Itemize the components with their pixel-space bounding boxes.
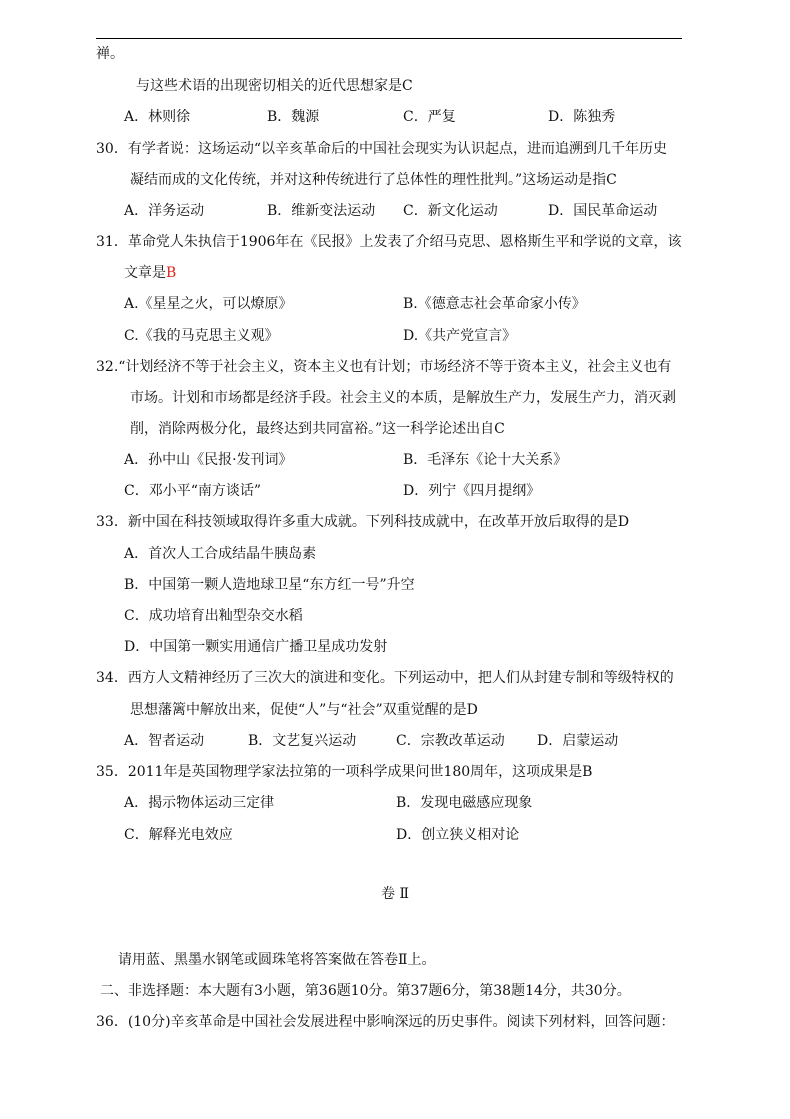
q34-stem-line1: 34．西方人文精神经历了三次大的演进和变化。下列运动中，把人们从封建专制和等级特权的 [96, 670, 674, 686]
part2-heading: 二、非选择题：本大题有3小题，第36题10分。第37题6分，第38题14分，共30分。 [100, 983, 631, 999]
q32-option-c: C．邓小平“南方谈话” [124, 483, 262, 499]
q34-option-d: D．启蒙运动 [537, 733, 619, 749]
q32-stem-line2: 市场。计划和市场都是经济手段。社会主义的本质，是解放生产力，发展生产力，消灭剥 [130, 390, 676, 406]
top-rule [96, 38, 682, 39]
q29-option-b: B．魏源 [267, 109, 320, 125]
q32-option-a: A．孙中山《民报·发刊词》 [124, 452, 293, 468]
q34-answer: D [466, 702, 478, 718]
q35-option-a: A．揭示物体运动三定律 [124, 795, 275, 811]
q33-option-d: D．中国第一颗实用通信广播卫星成功发射 [124, 639, 388, 655]
q32-option-b: B．毛泽东《论十大关系》 [403, 452, 568, 468]
q35-stem-line1: 35．2011年是英国物理学家法拉第的一项科学成果问世180周年，这项成果是B [96, 764, 593, 780]
q30-stem-line1: 30．有学者说：这场运动“以辛亥革命后的中国社会现实为认识起点，进而追溯到几千年历史 [96, 141, 667, 157]
q31-option-a: A.《星星之火，可以燎原》 [124, 296, 293, 312]
section-instruction: 请用蓝、黑墨水钢笔或圆珠笔将答案做在答卷Ⅱ上。 [118, 952, 436, 968]
q34-stem-line2: 思想藩篱中解放出来，促使“人”与“社会”双重觉醒的是D [130, 702, 478, 718]
q32-stem-line1: 32.“计划经济不等于社会主义，资本主义也有计划；市场经济不等于资本主义，社会主义也有 [96, 359, 672, 375]
q29-tail: 禅。 [96, 46, 124, 62]
q33-answer: D [617, 514, 630, 530]
q30-answer: C [606, 172, 617, 188]
q32-stem-line3: 削，消除两极分化，最终达到共同富裕。”这一科学论述出自C [130, 421, 505, 437]
q30-option-d: D．国民革命运动 [548, 203, 658, 219]
q31-stem-line1: 31．革命党人朱执信于1906年在《民报》上发表了介绍马克思、恩格斯生平和学说的文章，该 [96, 234, 682, 250]
q30-stem-line2: 凝结而成的文化传统，并对这种传统进行了总体性的理性批判。”这场运动是指C [130, 172, 617, 188]
q35-option-b: B．发现电磁感应现象 [396, 795, 533, 811]
q35-option-c: C．解释光电效应 [124, 827, 233, 843]
q35-option-d: D．创立狭义相对论 [396, 827, 520, 843]
q32-option-d: D．列宁《四月提纲》 [403, 483, 541, 499]
q30-option-c: C．新文化运动 [403, 203, 498, 219]
q29-option-a: A．林则徐 [124, 109, 191, 125]
q31-option-d: D.《共产党宣言》 [403, 328, 517, 344]
q29-option-d: D．陈独秀 [548, 109, 616, 125]
q33-option-a: A．首次人工合成结晶牛胰岛素 [124, 546, 317, 562]
q36-stem: 36．(10分)辛亥革命是中国社会发展进程中影响深远的历史事件。阅读下列材料，回答问题： [96, 1014, 675, 1030]
q33-stem-line1: 33．新中国在科技领域取得许多重大成就。下列科技成就中，在改革开放后取得的是D [96, 514, 630, 530]
q32-answer: C [494, 421, 505, 437]
q31-stem-line2: 文章是B [124, 265, 177, 281]
q33-option-c: C．成功培育出籼型杂交水稻 [124, 608, 303, 624]
q29-answer: C [402, 78, 413, 94]
q31-option-b: B.《德意志社会革命家小传》 [403, 296, 586, 312]
section-heading: 卷 Ⅱ [381, 886, 409, 902]
q33-option-b: B．中国第一颗人造地球卫星“东方红一号”升空 [124, 577, 415, 593]
q35-answer: B [582, 764, 593, 780]
q30-option-a: A．洋务运动 [124, 203, 205, 219]
q29-stem: 与这些术语的出现密切相关的近代思想家是C [136, 78, 413, 94]
q34-option-b: B．文艺复兴运动 [248, 733, 357, 749]
q30-option-b: B．维新变法运动 [267, 203, 376, 219]
q31-answer: B [166, 265, 177, 281]
q34-option-a: A．智者运动 [124, 733, 205, 749]
q29-option-c: C．严复 [403, 109, 456, 125]
q34-option-c: C．宗教改革运动 [396, 733, 505, 749]
q31-option-c: C.《我的马克思主义观》 [124, 328, 279, 344]
